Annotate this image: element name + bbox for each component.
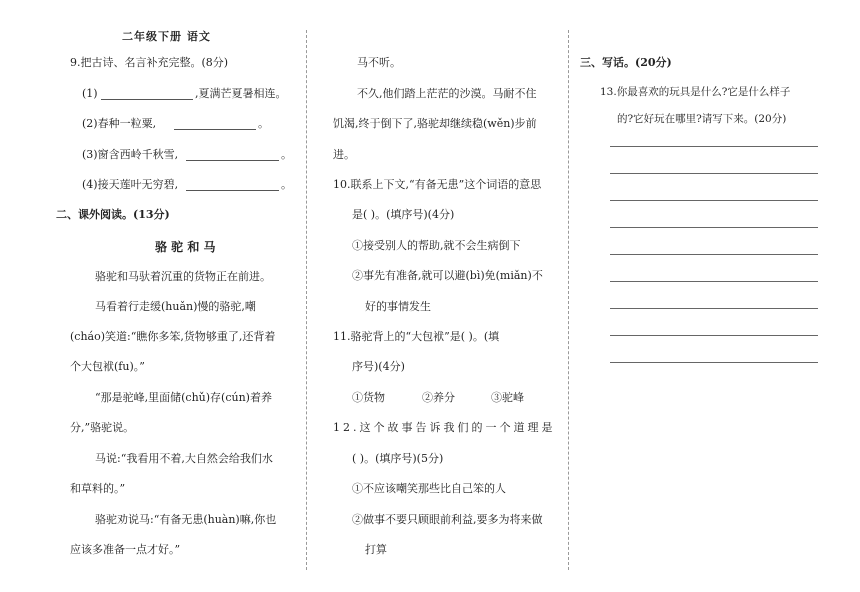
writing-line[interactable]	[610, 173, 818, 174]
section-3-heading: 三、写话。(20分)	[580, 56, 672, 69]
story-line: 马看着行走缓(huǎn)慢的骆驼,嘲	[95, 300, 256, 313]
q9-item-1-prefix: (1)	[82, 87, 98, 100]
story-line: 分,”骆驼说。	[70, 421, 135, 434]
q12-option-1: ①不应该嘲笑那些比自己笨的人	[352, 482, 506, 495]
q12-option-2: ②做事不要只顾眼前利益,要多为将来做	[352, 513, 543, 526]
writing-line[interactable]	[610, 254, 818, 255]
q10-option-1: ①接受别人的帮助,就不会生病倒下	[352, 239, 521, 252]
story-title: 骆 驼 和 马	[155, 240, 216, 254]
question-10-answer-line: 是( )。(填序号)(4分)	[352, 208, 455, 221]
writing-line[interactable]	[610, 362, 818, 363]
q9-item-4-blank[interactable]	[186, 190, 279, 191]
writing-line[interactable]	[610, 335, 818, 336]
story-line: 不久,他们踏上茫茫的沙漠。马耐不住	[357, 87, 537, 100]
q10-option-2-cont: 好的事情发生	[365, 300, 431, 313]
story-line: 马不听。	[357, 56, 401, 69]
question-13-line-2: 的?它好玩在哪里?请写下来。(20分)	[617, 113, 787, 125]
story-line: 骆驼和马驮着沉重的货物正在前进。	[95, 270, 271, 283]
q9-item-2-prefix: (2)春种一粒粟,	[82, 117, 157, 130]
page-header: 二年级下册 语文	[122, 30, 211, 43]
q9-item-2-blank[interactable]	[174, 129, 256, 130]
story-line: “那是驼峰,里面储(chǔ)存(cún)着养	[95, 391, 272, 404]
story-line: 马说:“我看用不着,大自然会给我们水	[95, 452, 273, 465]
q9-item-3-blank[interactable]	[186, 160, 279, 161]
column-divider	[306, 30, 307, 570]
story-line: 饥渴,终于倒下了,骆驼却继续稳(wěn)步前	[333, 117, 537, 130]
question-9-stem: 9.把古诗、名言补充完整。(8分)	[70, 56, 229, 69]
q9-item-3-suffix: 。	[281, 148, 292, 161]
question-11-stem: 11.骆驼背上的“大包袱”是( )。(填	[333, 330, 500, 343]
story-line: 进。	[333, 148, 355, 161]
q9-item-1-blank[interactable]	[101, 99, 193, 100]
story-line: 和草料的。”	[70, 482, 126, 495]
question-10-stem: 10.联系上下文,“有备无患”这个词语的意思	[333, 178, 542, 191]
section-2-heading: 二、课外阅读。(13分)	[56, 208, 170, 221]
writing-line[interactable]	[610, 200, 818, 201]
question-12-answer-line: ( )。(填序号)(5分)	[352, 452, 444, 465]
q11-option-3: ③驼峰	[491, 391, 524, 404]
q9-item-1-suffix: ,夏满芒夏暑相连。	[195, 87, 287, 100]
column-divider	[568, 30, 569, 570]
q11-option-2: ②养分	[422, 391, 455, 404]
q10-option-2: ②事先有准备,就可以避(bì)免(miǎn)不	[352, 269, 543, 282]
story-line: 骆驼劝说马:“有备无患(huàn)嘛,你也	[95, 513, 277, 526]
q9-item-4-suffix: 。	[281, 178, 292, 191]
writing-line[interactable]	[610, 308, 818, 309]
q12-option-2-cont: 打算	[365, 543, 387, 556]
question-11-answer-line: 序号)(4分)	[352, 360, 405, 373]
question-12-stem: 12.这个故事告诉我们的一个道理是	[333, 421, 556, 434]
story-line: (cháo)笑道:“瞧你多笨,货物够重了,还背着	[70, 330, 276, 343]
story-line: 个大包袱(fu)。”	[70, 360, 145, 373]
writing-line[interactable]	[610, 281, 818, 282]
question-13-line-1: 13.你最喜欢的玩具是什么?它是什么样子	[600, 86, 791, 98]
writing-line[interactable]	[610, 227, 818, 228]
q9-item-3-prefix: (3)窗含西岭千秋雪,	[82, 148, 179, 161]
writing-line[interactable]	[610, 146, 818, 147]
q9-item-2-suffix: 。	[258, 117, 269, 130]
q11-option-1: ①货物	[352, 391, 385, 404]
q9-item-4-prefix: (4)接天莲叶无穷碧,	[82, 178, 179, 191]
story-line: 应该多准备一点才好。”	[70, 543, 181, 556]
